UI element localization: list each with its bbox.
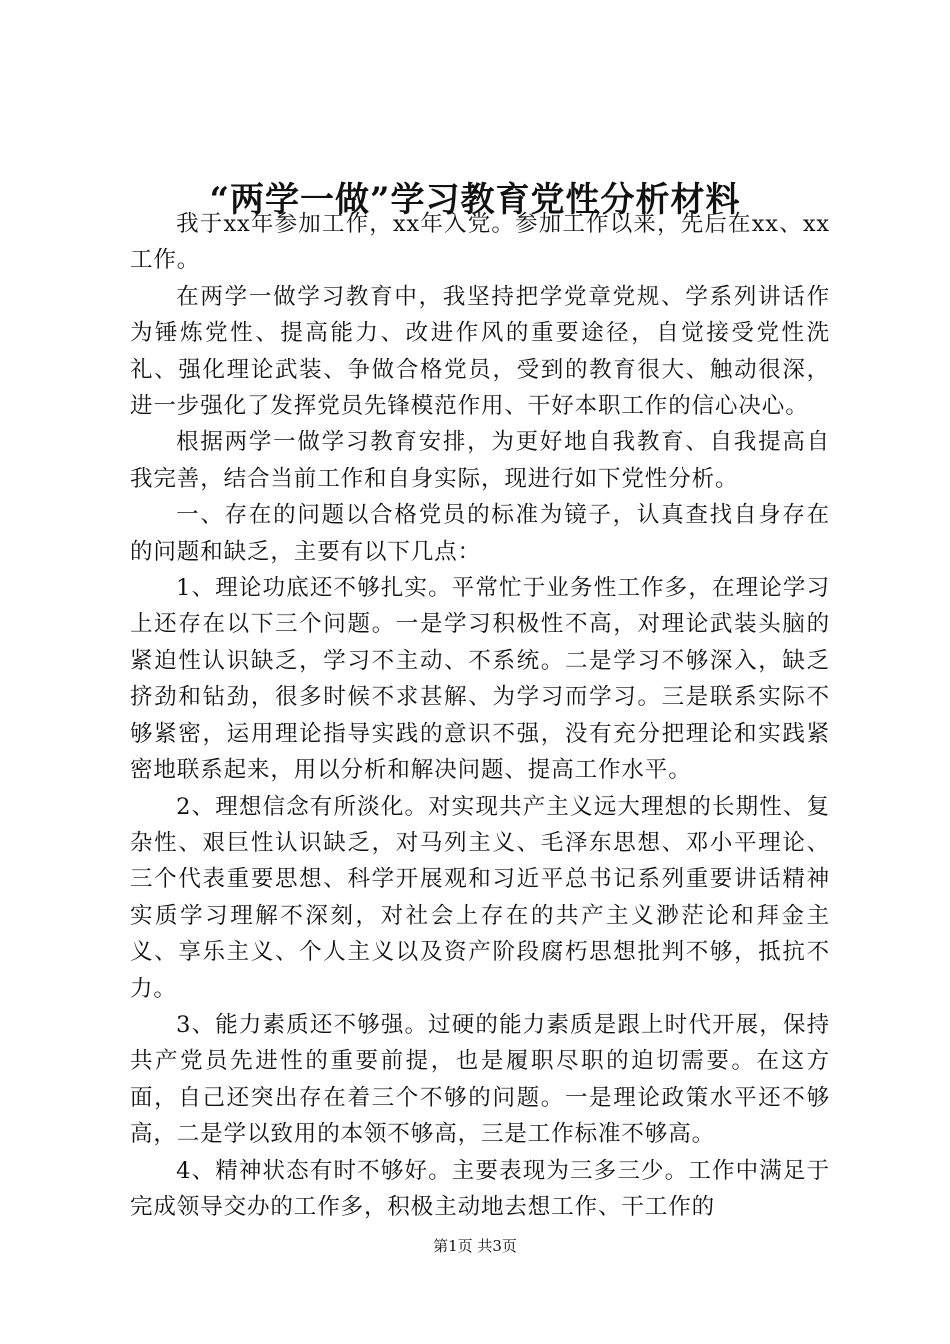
- page-number: 第1页 共3页: [433, 1237, 517, 1255]
- paragraph-education: 在两学一做学习教育中，我坚持把学党章党规、学系列讲话作为锤炼党性、提高能力、改进作风的重要途径，自觉接受党性洗礼、强化理论武装、争做合格党员，受到的教育很大、触动很深，进一步强化了发挥党员先锋模范作用、干好本职工作的信心决心。: [130, 283, 830, 420]
- paragraph-arrangement: 根据两学一做学习教育安排，为更好地自我教育、自我提高自我完善，结合当前工作和自身实际，现进行如下党性分析。: [130, 429, 830, 492]
- paragraph-problem-3: 3、能力素质还不够强。过硬的能力素质是跟上时代开展，保持共产党员先进性的重要前提，也是履职尽职的迫切需要。在这方面，自己还突出存在着三个不够的问题。一是理论政策水平还不够高，二是学以致用的本领不够高，三是工作标准不够高。: [130, 1011, 830, 1148]
- paragraph-intro: 我于xx年参加工作，xx年入党。参加工作以来，先后在xx、xx工作。: [130, 211, 830, 274]
- document-body: [130, 206, 830, 1225]
- document-title: “两学一做”学习教育党性分析材料: [209, 180, 741, 220]
- paragraph-problems-heading: 一、存在的问题以合格党员的标准为镜子，认真查找自身存在的问题和缺乏，主要有以下几点：: [130, 502, 830, 565]
- paragraph-problem-4: 4、精神状态有时不够好。主要表现为三多三少。工作中满足于完成领导交办的工作多，积极主动地去想工作、干工作的: [130, 1157, 830, 1220]
- paragraph-problem-2: 2、理想信念有所淡化。对实现共产主义远大理想的长期性、复杂性、艰巨性认识缺乏，对马列主义、毛泽东思想、邓小平理论、三个代表重要思想、科学开展观和习近平总书记系列重要讲话精神实质学习理解不深刻，对社会上存在的共产主义渺茫论和拜金主义、享乐主义、个人主义以及资产阶段腐朽思想批判不够，抵抗不力。: [130, 793, 830, 1002]
- paragraph-problem-1: 1、理论功底还不够扎实。平常忙于业务性工作多，在理论学习上还存在以下三个问题。一是学习积极性不高，对理论武装头脑的紧迫性认识缺乏，学习不主动、不系统。二是学习不够深入，缺乏挤劲和钻劲，很多时候不求甚解、为学习而学习。三是联系实际不够紧密，运用理论指导实践的意识不强，没有充分把理论和实践紧密地联系起来，用以分析和解决问题、提高工作水平。: [130, 575, 830, 784]
